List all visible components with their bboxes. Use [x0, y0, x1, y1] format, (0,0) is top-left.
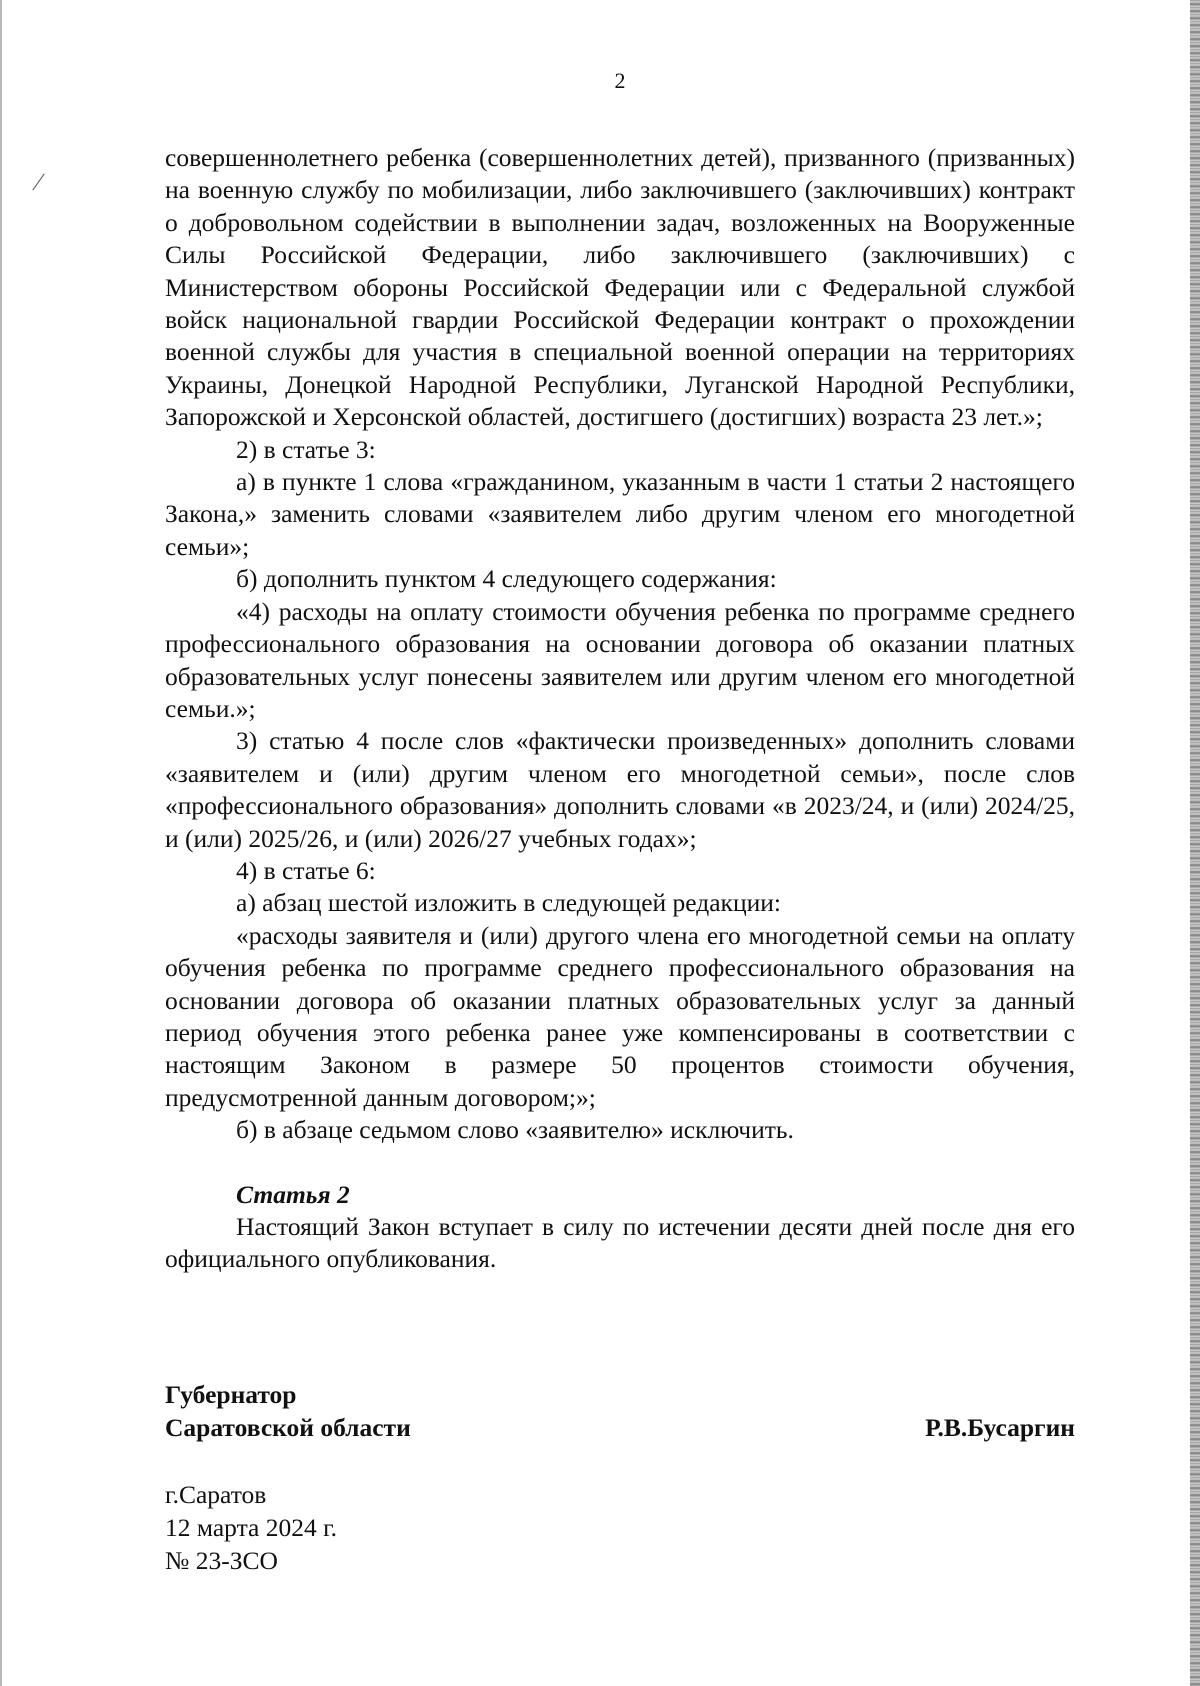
law-body-text	[165, 142, 1075, 1276]
scan-edge-right	[1190, 0, 1200, 1686]
page-number: 2	[614, 68, 626, 93]
paragraph-item-3: 3) статью 4 после слов «фактически произведенных» дополнить словами «заявителем и (или) другим членом его многодетной семьи», после слов «профессионального образования» дополнить словами «в 2023/24, и (или) 2024/25, и (или) 2025/26, и (или) 2026/27 учебных годах»;	[165, 726, 1075, 853]
signature-title-line2: Саратовской области	[165, 1413, 411, 1442]
article-heading: Статья 2	[236, 1179, 350, 1209]
paragraph-continuation: совершеннолетнего ребенка (совершеннолетних детей), призванного (призванных) на военную службу по мобилизации, либо заключившего (заключивших) контракт о добровольном содействии в выполнении задач, возложенных на Вооруженные Силы Российской Федерации, либо заключившего (заключивших) с Министерством обороны Российской Федерации или с Федеральной службой войск национальной гвардии Российской Федерации контракт о прохождении военной службы для участия в специальной военной операции на территориях Украины, Донецкой Народной Республики, Луганской Народной Республики, Запорожской и Херсонской областей, достигшего (достигших) возраста 23 лет.»;	[165, 143, 1075, 432]
signature-name: Р.В.Бусаргин	[925, 1413, 1075, 1442]
signature-title-line1: Губернатор	[165, 1380, 297, 1409]
paragraph-item-2a: а) в пункте 1 слова «гражданином, указанным в части 1 статьи 2 настоящего Закона,» заменить словами «заявителем либо другим членом его многодетной семьи»;	[165, 467, 1075, 561]
paragraph-item-2: 2) в статье 3:	[236, 434, 376, 464]
paragraph-item-2b-text: «4) расходы на оплату стоимости обучения ребенка по программе среднего профессионального образования на основании договора об оказании платных образовательных услуг понесены заявителем или другим членом его многодетной семьи.»;	[165, 596, 1075, 723]
footer-city: г.Саратов	[165, 1480, 267, 1509]
place-date-block	[165, 1478, 337, 1577]
paragraph-item-4a: а) абзац шестой изложить в следующей редакции:	[236, 888, 781, 918]
paragraph-item-4b: б) в абзаце седьмом слово «заявителю» исключить.	[236, 1115, 794, 1145]
footer-date: 12 марта 2024 г.	[165, 1513, 338, 1542]
scan-edge-left	[0, 0, 2, 1686]
paragraph-item-2b: б) дополнить пунктом 4 следующего содержания:	[236, 564, 777, 594]
paragraph-item-4a-text: «расходы заявителя и (или) другого члена его многодетной семьи на оплату обучения ребенка по программе среднего профессионального образования на основании договора об оказании платных образовательных услуг за данный период обучения этого ребенка ранее уже компенсированы в соответствии с настоящим Законом в размере 50 процентов стоимости обучения, предусмотренной данным договором;»;	[165, 920, 1075, 1112]
article-text: Настоящий Закон вступает в силу по истечении десяти дней после дня его официального опубликования.	[165, 1212, 1075, 1274]
signature-block	[165, 1378, 1075, 1444]
stray-pen-mark	[32, 174, 44, 191]
footer-law-number: № 23-ЗСО	[165, 1546, 278, 1575]
paragraph-item-4: 4) в статье 6:	[236, 855, 376, 885]
